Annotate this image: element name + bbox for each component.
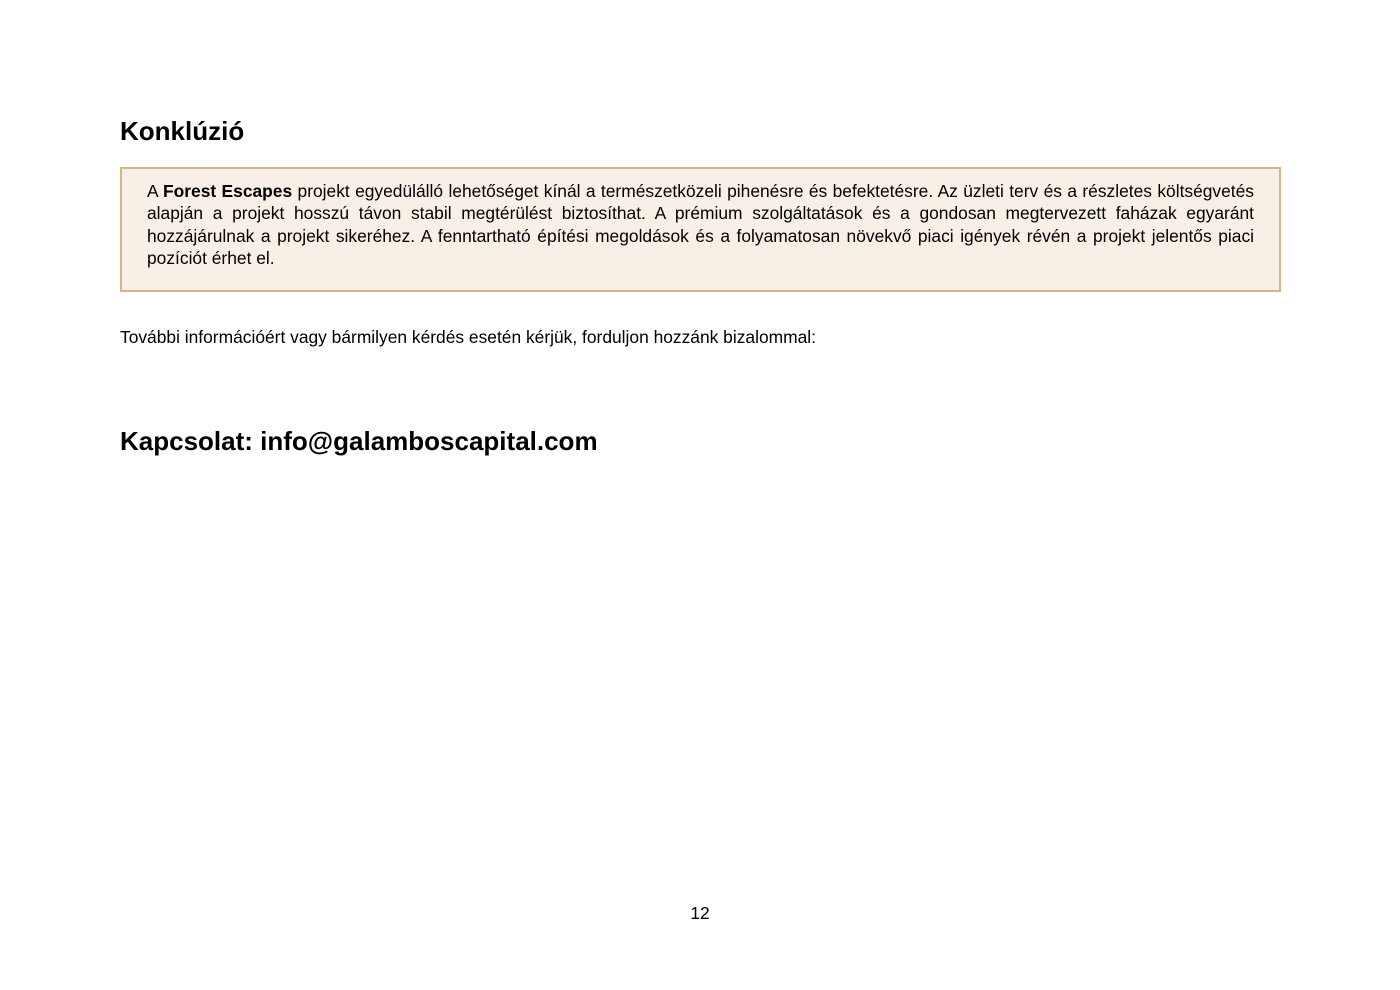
- conclusion-paragraph: [147, 180, 1254, 270]
- conclusion-text-body: projekt egyedülálló lehetőséget kínál a természetközeli pihenésre és befektetésre. Az üzleti terv és a részletes költségvetés alapján a projekt hosszú távon stabil megtérülést biztosíthat. A prémium szolgáltatások és a gondosan megtervezett faházak egyaránt hozzájárulnak a projekt sikeréhez. A fenntartható építési megoldások és a folyamatosan növekvő piaci igények révén a projekt jelentős piaci pozíciót érhet el.: [147, 181, 1255, 269]
- section-title-conclusion: Konklúzió: [120, 116, 245, 146]
- page-number: 12: [690, 903, 710, 923]
- info-paragraph: További információért vagy bármilyen kérdés esetén kérjük, forduljon hozzánk bizalommal:: [120, 327, 816, 347]
- project-name: Forest Escapes: [163, 181, 293, 201]
- conclusion-box: [120, 167, 1281, 292]
- conclusion-text-prefix: A: [147, 181, 164, 201]
- contact-heading: Kapcsolat: info@galamboscapital.com: [120, 426, 598, 456]
